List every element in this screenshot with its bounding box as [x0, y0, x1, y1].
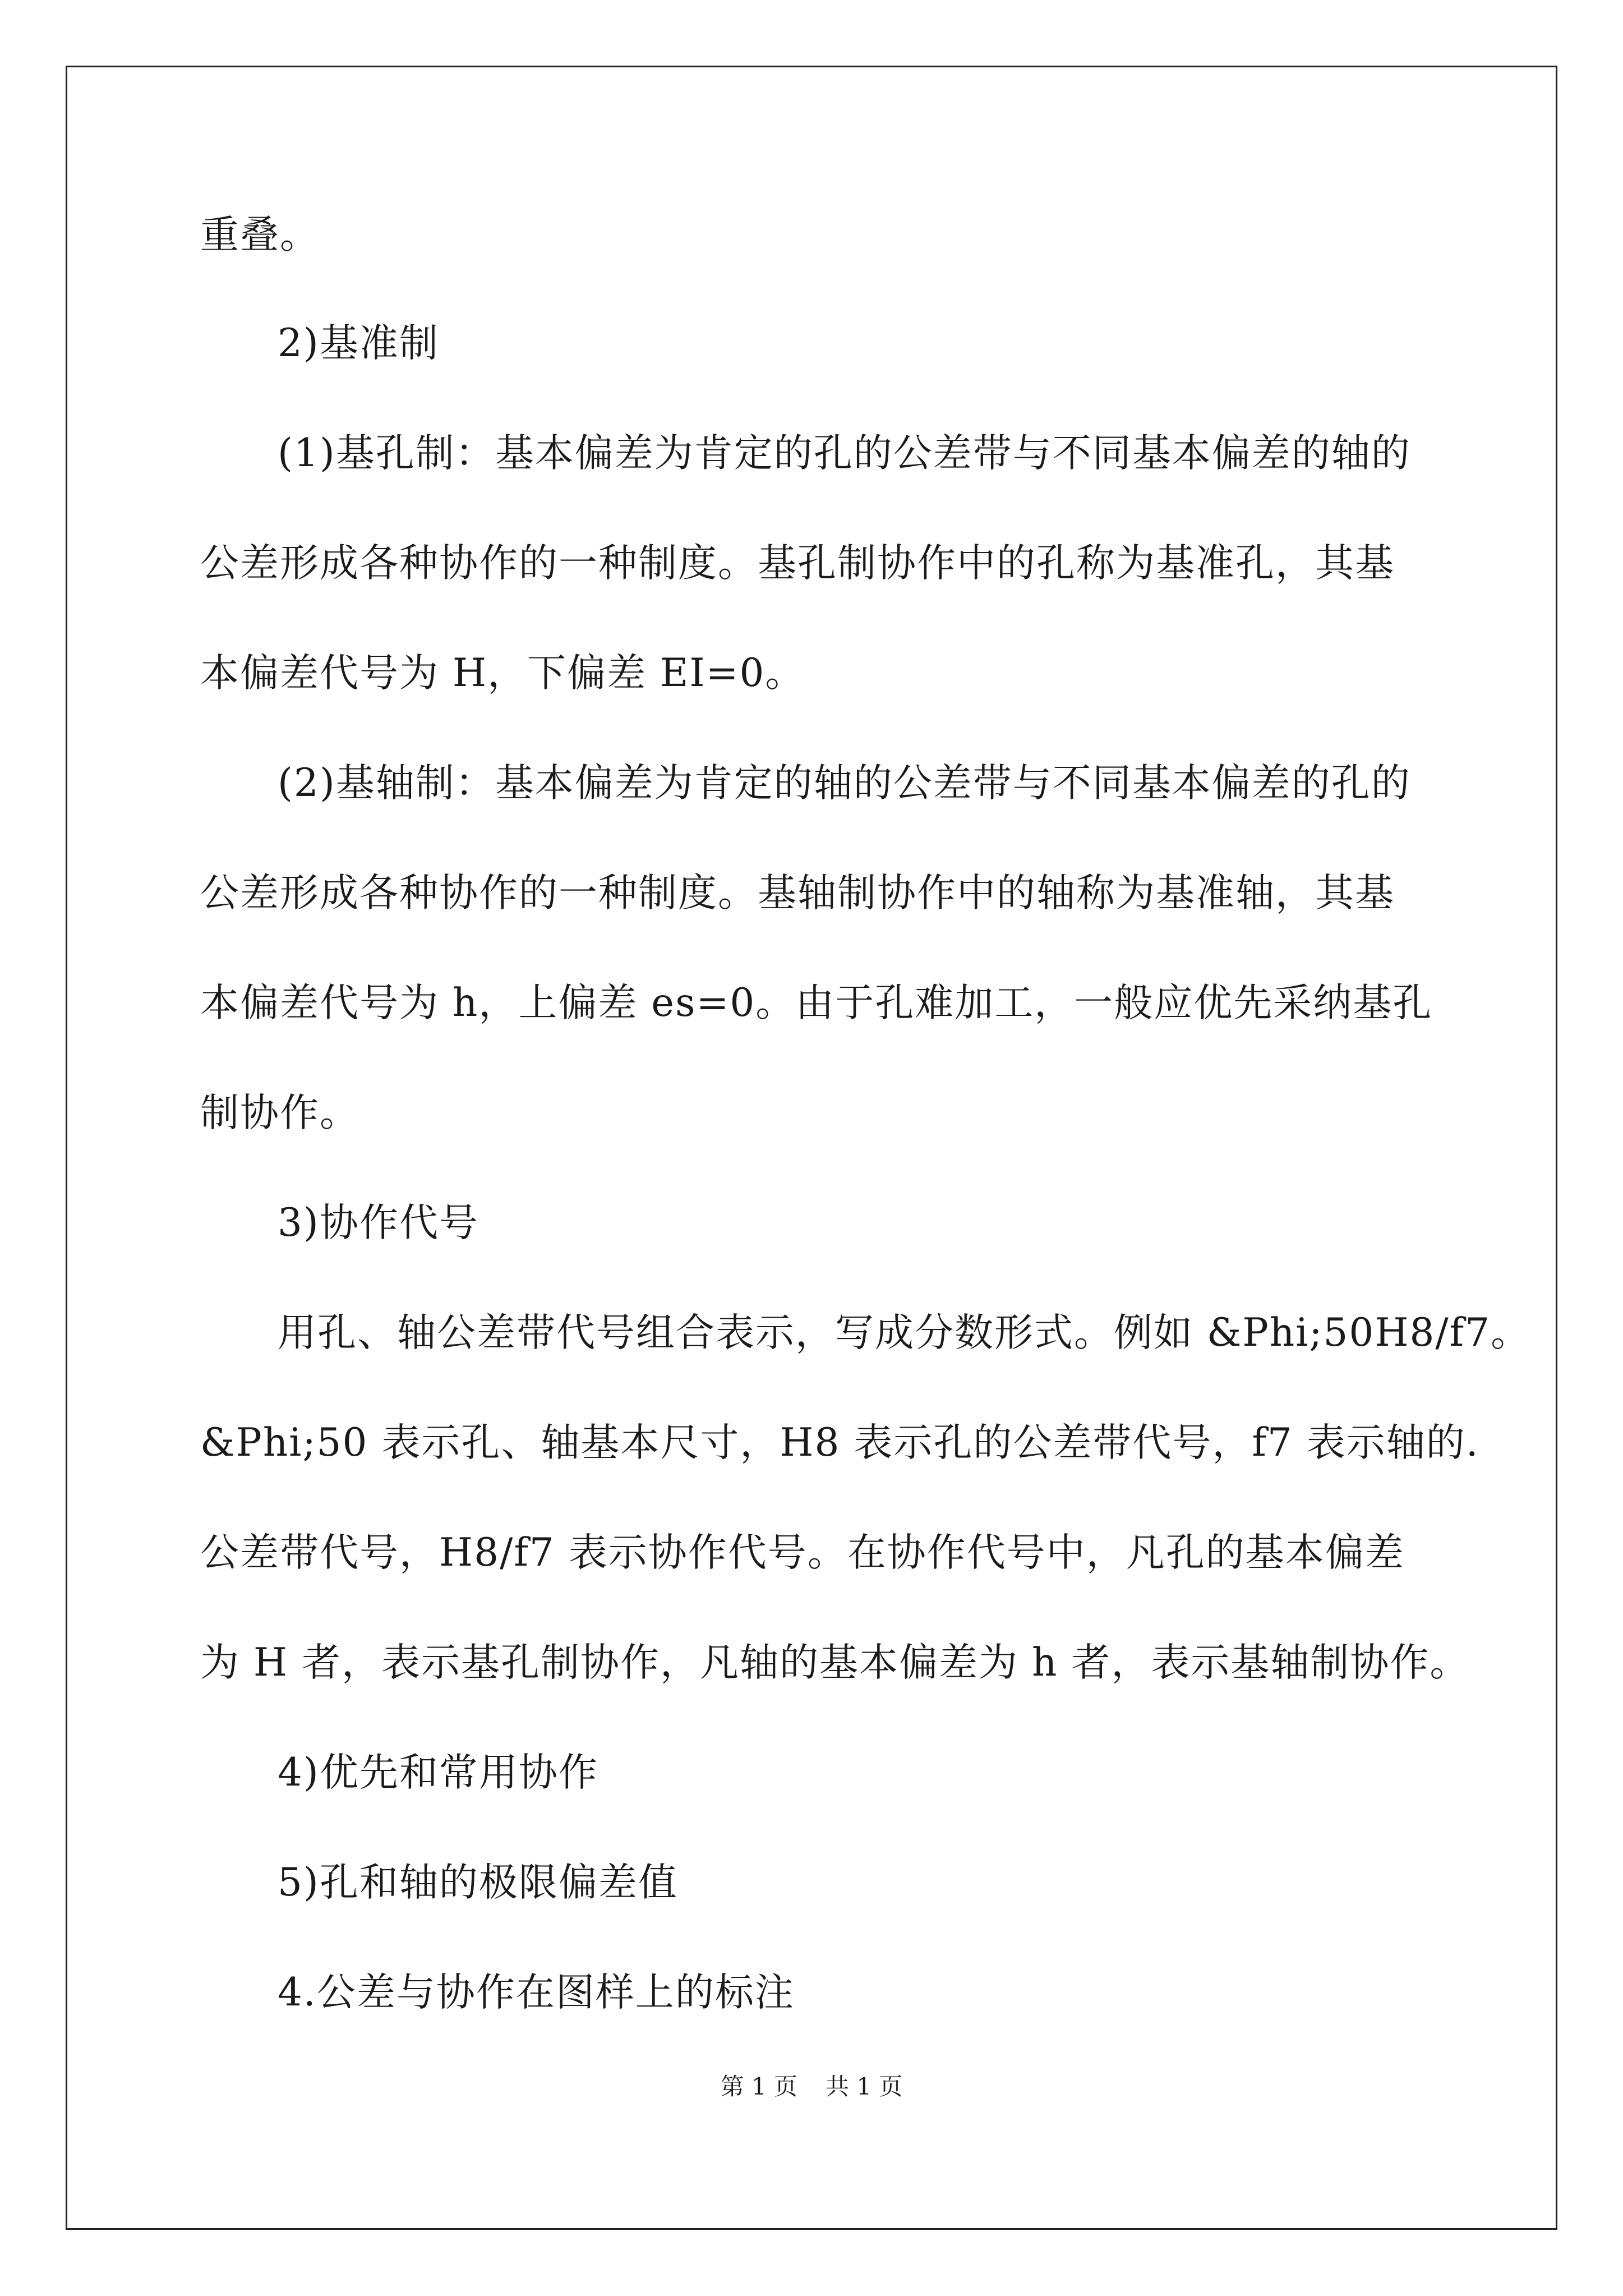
page-footer: [0, 2070, 1623, 2104]
text-line: 公差带代号，H8/f7 表示协作代号。在协作代号中，凡孔的基本偏差: [200, 1530, 1405, 1575]
text-line: 制协作。: [200, 1091, 359, 1135]
text-line: (2)基轴制：基本偏差为肯定的轴的公差带与不同基本偏差的孔的: [278, 761, 1411, 806]
section-heading: 5)孔和轴的极限偏差值: [278, 1860, 678, 1905]
section-heading: 4)优先和常用协作: [278, 1750, 598, 1795]
text-line: 用孔、轴公差带代号组合表示，写成分数形式。例如 &Phi;50H8/f7。: [278, 1310, 1531, 1355]
text-line: 重叠。: [200, 213, 320, 257]
text-line: (1)基孔制：基本偏差为肯定的孔的公差带与不同基本偏差的轴的: [278, 431, 1411, 476]
page-total: 共 1 页: [826, 2073, 903, 2100]
text-line: 本偏差代号为 h，上偏差 es=0。由于孔难加工，一般应优先采纳基孔: [200, 981, 1433, 1025]
text-line: 公差形成各种协作的一种制度。基轴制协作中的轴称为基准轴，其基: [200, 871, 1395, 915]
page-number: 第 1 页: [720, 2073, 797, 2100]
text-line: 本偏差代号为 H，下偏差 EI=0。: [200, 651, 805, 696]
text-line: &Phi;50 表示孔、轴基本尺寸，H8 表示孔的公差带代号，f7 表示轴的.: [200, 1420, 1479, 1465]
section-heading: 4.公差与协作在图样上的标注: [278, 1970, 795, 2015]
section-heading: 3)协作代号: [278, 1200, 479, 1245]
text-line: 为 H 者，表示基孔制协作，凡轴的基本偏差为 h 者，表示基轴制协作。: [200, 1640, 1470, 1685]
text-line: 公差形成各种协作的一种制度。基孔制协作中的孔称为基准孔，其基: [200, 541, 1395, 586]
section-heading: 2)基准制: [278, 321, 439, 366]
